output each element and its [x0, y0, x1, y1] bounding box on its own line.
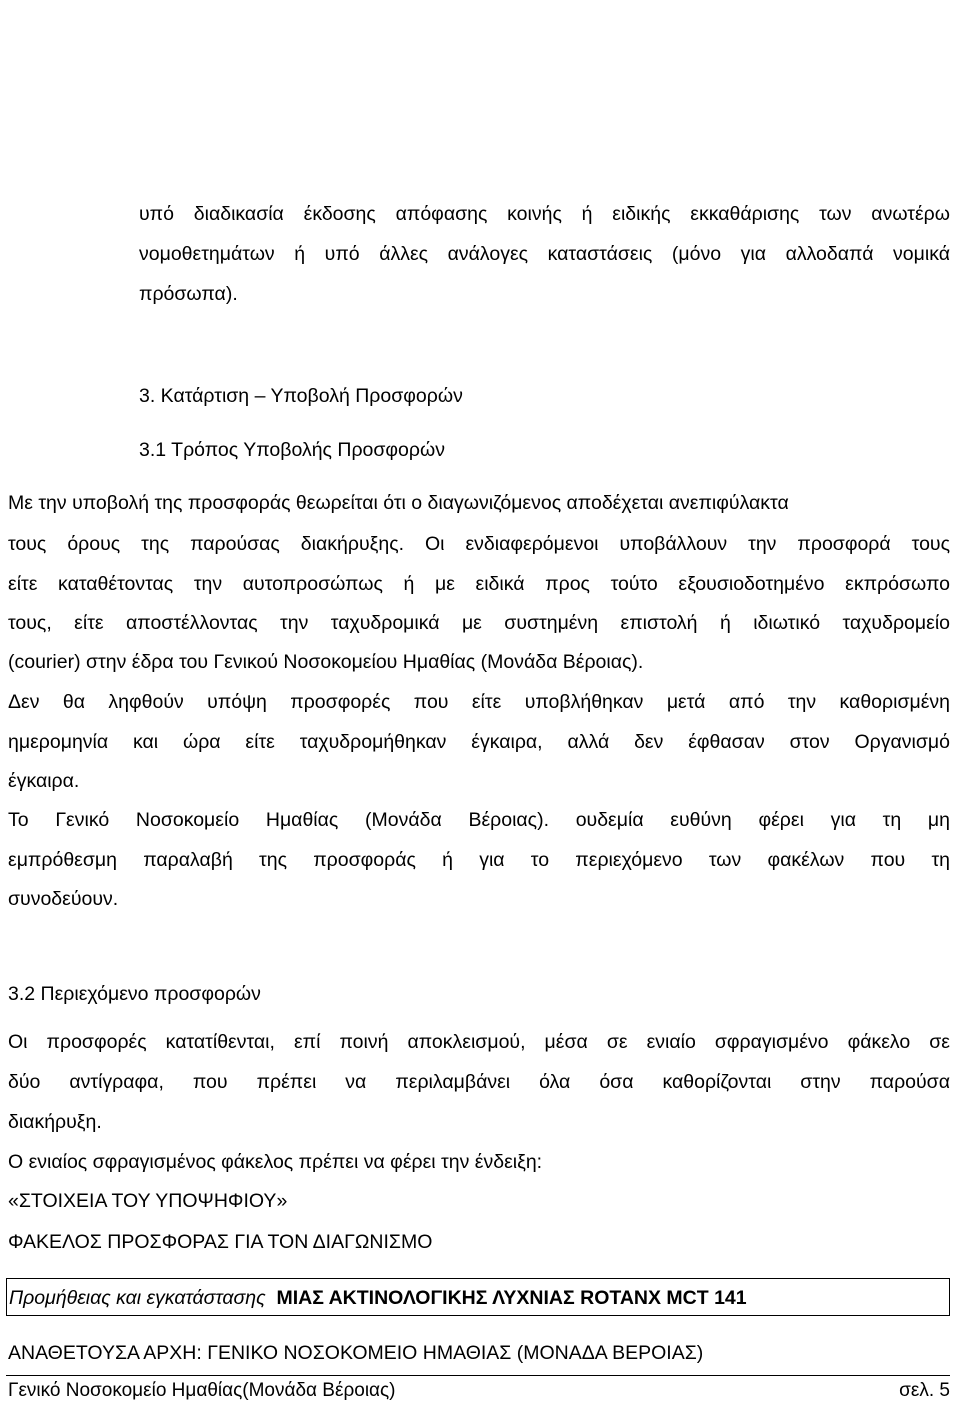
s31-p2-line-1: Δεν θα ληφθούν υπόψη προσφορές που είτε υποβλήθηκαν μετά από την καθορισμένη [8, 691, 950, 713]
section-3-1-heading: 3.1 Τρόπος Υποβολής Προσφορών [139, 439, 445, 461]
s31-p2-line-3: έγκαιρα. [8, 770, 80, 792]
contracting-authority: ΑΝΑΘΕΤΟΥΣΑ ΑΡΧΗ: ΓΕΝΙΚΟ ΝΟΣΟΚΟΜΕΙΟ ΗΜΑΘΙΑΣ (ΜΟΝΑΔΑ ΒΕΡΟΙΑΣ) [8, 1342, 704, 1364]
procurement-title-bold: ΜΙΑΣ ΑΚΤΙΝΟΛΟΓΙΚΗΣ ΛΥΧΝΙΑΣ ROTANX MCT 141 [276, 1287, 747, 1309]
s31-p1-line-2: τους όρους της παρούσας διακήρυξης. Οι ενδιαφερόμενοι υποβάλλουν την προσφορά τους [8, 533, 950, 555]
s32-p1-line-2: δύο αντίγραφα, που πρέπει να περιλαμβάνει όλα όσα καθορίζονται στην παρούσα [8, 1071, 950, 1093]
footer-organization: Γενικό Νοσοκομείο Ημαθίας(Μονάδα Βέροιας) [8, 1380, 396, 1401]
procurement-title-italic: Προμήθειας και εγκατάστασης [9, 1287, 266, 1309]
s31-p3-line-3: συνοδεύουν. [8, 888, 119, 910]
footer-divider [6, 1375, 950, 1376]
section-3-heading: 3. Κατάρτιση – Υποβολή Προσφορών [139, 385, 463, 407]
s31-p3-line-2: εμπρόθεσμη παραλαβή της προσφοράς ή για το περιεχόμενο των φακέλων που τη [8, 849, 950, 871]
s31-p1-line-3: είτε καταθέτοντας την αυτοπροσώπως ή με ειδικά προς τούτο εξουσιοδοτημένο εκπρόσωπο [8, 573, 950, 595]
s31-p2-line-2: ημερομηνία και ώρα είτε ταχυδρομήθηκαν έγκαιρα, αλλά δεν έφθασαν στον Οργανισμό [8, 731, 950, 753]
intro-line-2: νομοθετημάτων ή υπό άλλες ανάλογες καταστάσεις (μόνο για αλλοδαπά νομικά [139, 243, 950, 265]
s32-p2: Ο ενιαίος σφραγισμένος φάκελος πρέπει να φέρει την ένδειξη: [8, 1151, 543, 1173]
s31-p1-line-1: Με την υποβολή της προσφοράς θεωρείται ότι ο διαγωνιζόμενος αποδέχεται ανεπιφύλακτα [8, 492, 789, 514]
page-number: σελ. 5 [899, 1380, 950, 1401]
intro-line-3: πρόσωπα). [139, 283, 238, 305]
procurement-title [9, 1289, 747, 1309]
s32-p1-line-1: Οι προσφορές κατατίθενται, επί ποινή αποκλεισμού, μέσα σε ενιαίο σφραγισμένο φάκελο σε [8, 1031, 950, 1053]
s32-p1-line-3: διακήρυξη. [8, 1111, 102, 1133]
s32-p3: «ΣΤΟΙΧΕΙΑ ΤΟΥ ΥΠΟΨΗΦΙΟΥ» [8, 1190, 288, 1212]
s31-p3-line-1: Το Γενικό Νοσοκομείο Ημαθίας (Μονάδα Βέροιας). ουδεμία ευθύνη φέρει για τη μη [8, 809, 950, 831]
s32-p4: ΦΑΚΕΛΟΣ ΠΡΟΣΦΟΡΑΣ ΓΙΑ ΤΟΝ ΔΙΑΓΩΝΙΣΜΟ [8, 1231, 433, 1253]
section-3-2-heading: 3.2 Περιεχόμενο προσφορών [8, 983, 261, 1005]
s31-p1-line-5: (courier) στην έδρα του Γενικού Νοσοκομείου Ημαθίας (Μονάδα Βέροιας). [8, 651, 644, 673]
s31-p1-line-4: τους, είτε αποστέλλοντας την ταχυδρομικά με συστημένη επιστολή ή ιδιωτικό ταχυδρομείο [8, 612, 950, 634]
intro-line-1: υπό διαδικασία έκδοσης απόφασης κοινής ή ειδικής εκκαθάρισης των ανωτέρω [139, 203, 950, 225]
procurement-box [6, 1278, 950, 1316]
